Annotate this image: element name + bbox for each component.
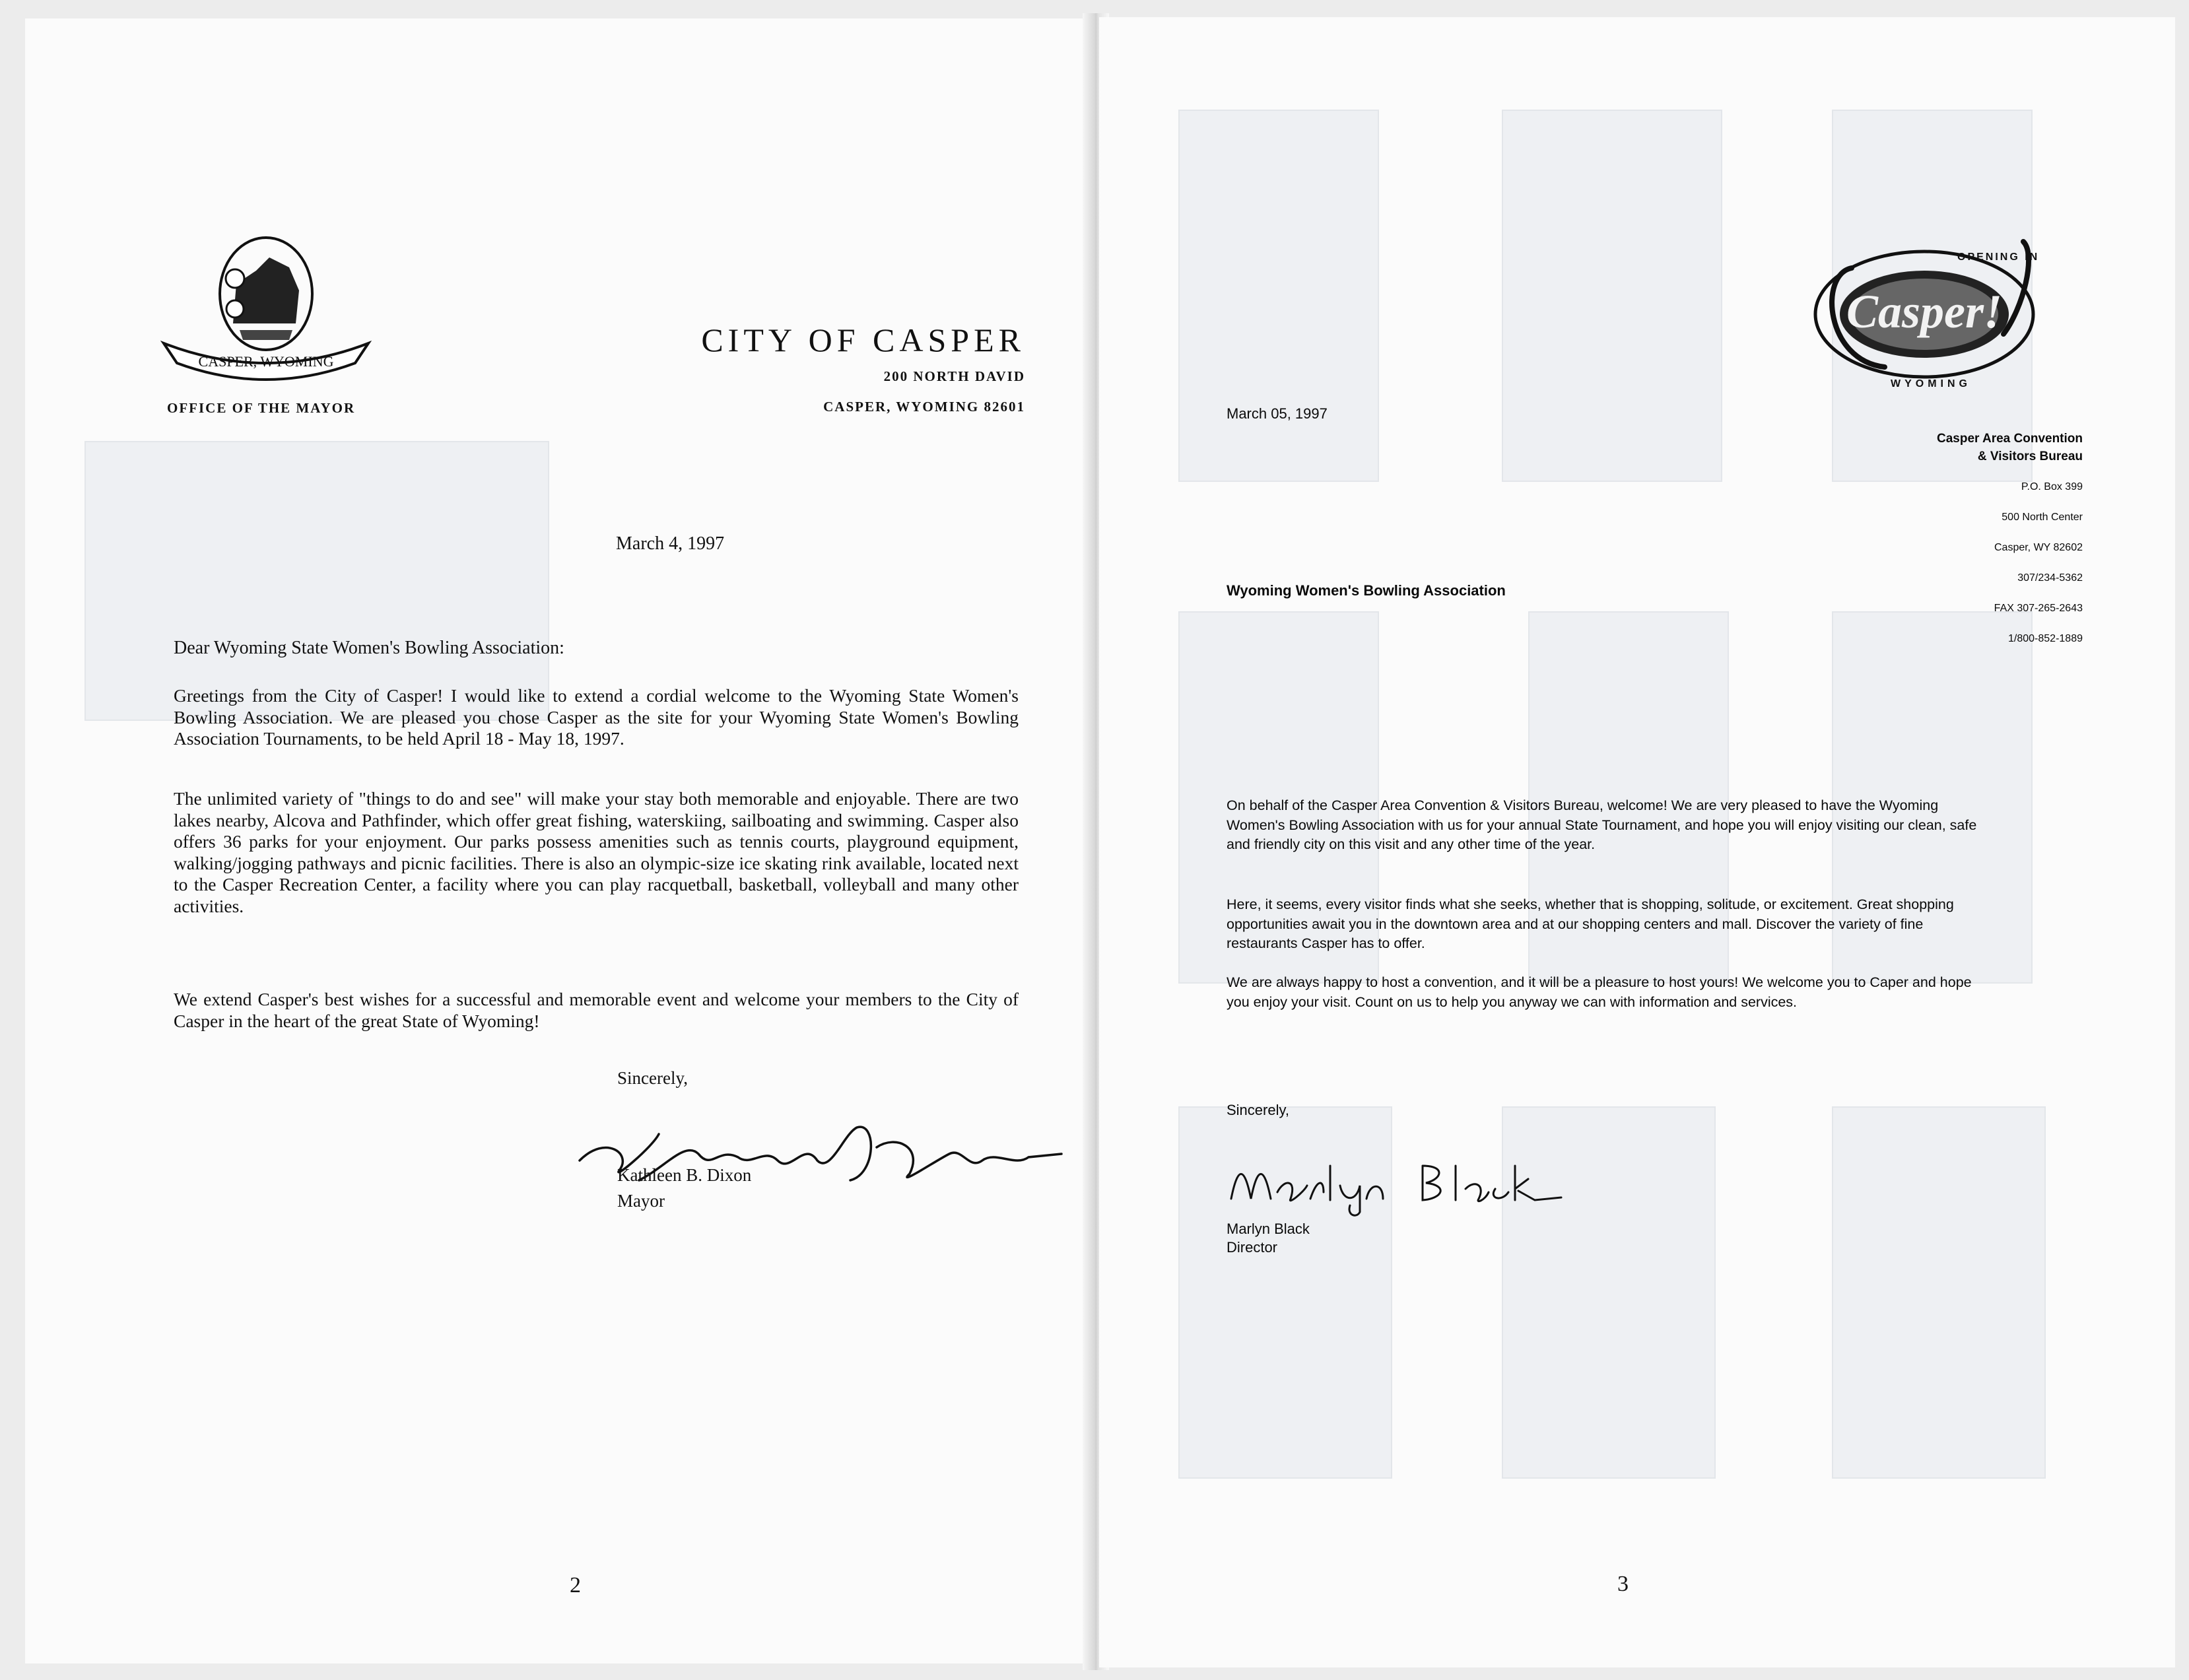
org-name-line2: & Visitors Bureau [1977, 450, 2083, 463]
letterhead-address-line2: CASPER, WYOMING 82601 [823, 399, 1025, 415]
city-seal-logo [157, 231, 375, 383]
letter-salutation: Dear Wyoming State Women's Bowling Association: [174, 638, 564, 658]
show-through-ad [84, 441, 549, 721]
signer-title: Mayor [617, 1191, 665, 1211]
letter-paragraph: The unlimited variety of "things to do and see" will make your stay both memorable and enjoyable. There are two lakes nearby, Alcova and Pathfinder, which offer great fishing, waterskiing, sailboating and swimming. Casper also offers 36 parks for your enjoyment. Our parks possess amenities such as tennis courts, playground equipment, walking/jogging pathways and picnic facilities. There is also an olympic-size ice skating rink available, located next to the Casper Recreation Center, a facility where you can play racquetball, basketball, volleyball and many other activities. [174, 788, 1019, 916]
office-label: OFFICE OF THE MAYOR [167, 400, 356, 416]
show-through-photo [1178, 110, 1379, 482]
page-number: 2 [570, 1573, 581, 1597]
logo-wordmark: Casper! [1846, 285, 2003, 338]
letter-paragraph: We are always happy to host a convention, and it will be a pleasure to host yours! We welcome you to Caper and hope you enjoy your visit. Count on us to help you anyway we can with information and services. [1227, 974, 1972, 1010]
org-address-line: Casper, WY 82602 [1994, 542, 2083, 553]
letter-closing: Sincerely, [617, 1068, 688, 1088]
letter-date: March 4, 1997 [616, 533, 725, 554]
letter-paragraph: On behalf of the Casper Area Convention & Visitors Bureau, welcome! We are very pleased to have the Wyoming Women's Bowling Association with us for your annual State Tournament, and hope you will enjoy visiting our clean, safe and friendly city on this visit and any other time of the year. [1227, 797, 1977, 852]
signer-name: Kathleen B. Dixon [617, 1165, 752, 1185]
right-page [1099, 17, 2175, 1667]
letter-date: March 05, 1997 [1227, 405, 1328, 422]
org-fax: FAX 307-265-2643 [1994, 603, 2083, 614]
logo-bottom-text: WYOMING [1891, 378, 1971, 389]
org-name-line1: Casper Area Convention [1936, 432, 2083, 446]
letter-recipient: Wyoming Women's Bowling Association [1227, 582, 1506, 599]
org-tollfree: 1/800-852-1889 [2008, 633, 2083, 644]
seal-caption: CASPER, WYOMING [198, 353, 334, 370]
signer-title: Director [1227, 1239, 1278, 1256]
letter-paragraph: Here, it seems, every visitor finds what she seeks, whether that is shopping, solitude, or excitement. Great shopping opportunities await you in the downtown area and at our shopping centers and mall. Discover the variety of fine restaurants Casper has to offer. [1227, 896, 1954, 951]
org-phone: 307/234-5362 [2017, 572, 2083, 584]
director-signature [1225, 1139, 1568, 1219]
left-page [25, 18, 1094, 1663]
page-number: 3 [1617, 1572, 1629, 1596]
letter-paragraph: Greetings from the City of Casper! I would like to extend a cordial welcome to the Wyoming State Women's Bowling Association. We are pleased you chose Casper as the site for your Wyoming State Women's Bowling Association Tournaments, to be held April 18 - May 18, 1997. [174, 685, 1019, 749]
signer-name: Marlyn Black [1227, 1221, 1310, 1237]
letter-paragraph: We extend Casper's best wishes for a successful and memorable event and welcome your members to the City of Casper in the heart of the great State of Wyoming! [174, 989, 1019, 1031]
logo-top-text: OPENING IN [1957, 252, 2040, 263]
letterhead-address-line1: 200 NORTH DAVID [883, 368, 1025, 384]
letterhead-title: CITY OF CASPER [701, 321, 1025, 358]
org-address-line: P.O. Box 399 [2021, 481, 2083, 492]
casper-logo [1805, 228, 2043, 400]
show-through-photo [1832, 1106, 2046, 1479]
org-address-line: 500 North Center [2002, 512, 2083, 523]
show-through-photo [1502, 110, 1722, 482]
letter-closing: Sincerely, [1227, 1102, 1289, 1118]
